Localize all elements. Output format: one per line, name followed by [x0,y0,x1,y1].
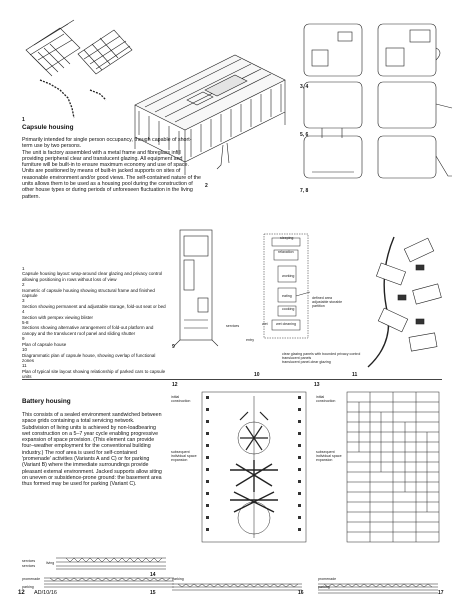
figure-number-10: 10 [254,372,260,378]
figure-number-13: 13 [314,382,320,388]
legend-item: translucent panels [282,356,312,361]
caption-item: 2 [22,282,25,288]
figure-number-15: 15 [150,590,156,596]
zone-label: working [282,274,295,278]
battery-housing-section [22,398,162,488]
battery-heading: Battery housing [22,398,71,405]
capsule-sections-3-8 [302,20,457,185]
caption-item: Section with perspex viewing blister [22,314,94,320]
battery-section-c [172,582,302,594]
caption-item: 11 [22,363,27,369]
fig12-initial-label: initial construction [171,395,191,404]
figure-number-14: 14 [150,572,156,578]
caption-item: Isometric of capsule housing showing structural frame and finished capsule [22,287,155,299]
figure-number-5-6: 5, 6 [300,132,309,138]
battery-grid-growth [345,390,445,550]
figure-number-12: 12 [172,382,178,388]
zone-legend [282,352,362,365]
caption-item: 3 [22,298,25,304]
caption-item: Capsule housing layout: wrap-around clear glazing and privacy control allowing positioning in rows without loss of view [22,271,163,282]
zone-note-line: defined area [312,296,332,300]
section-label-parking: parking [22,585,34,589]
figure-number-2: 2 [205,183,208,189]
issue-label: AD/10/16 [34,590,57,596]
fig12-subsequent-label: subsequent individual space expansion [171,450,197,463]
capsule-housing-section [22,124,202,200]
legend-item: translucent panel-clear glazing [282,360,331,365]
battery-section-b [44,576,174,588]
fig13-subsequent-label: subsequent individual space expansion [316,450,342,463]
section-label-parking: parking [172,577,184,581]
caption-item: 9 [22,336,25,342]
caption-item: 10 [22,347,28,353]
caption-item: 1 [22,266,25,271]
figure-number-7-8: 7, 8 [300,188,309,194]
figure-captions [22,266,167,380]
zone-label: entry [246,338,254,342]
caption-item: Diagrammatic plan of capsule house, showing overlap of functional zones [22,352,156,363]
zone-note [312,296,352,309]
zone-label: wet [262,322,268,326]
battery-plan-growth [200,390,310,550]
capsule-heading: Capsule housing [22,124,74,131]
figure-number-11: 11 [352,372,358,378]
fig13-initial-label: initial construction [316,395,336,404]
capsule-paragraph: Primarily intended for single person occupancy, though capable of short-term use by two persons. [22,137,192,150]
zone-label: cooking [282,307,295,311]
legend-item: clear glazing panels with bounded privacy control [282,352,361,356]
zone-label: wet cleaning [276,322,296,326]
caption-item: Plan of typical site layout showing relationship of parked cars to capsule units [22,368,166,380]
battery-paragraph: This consists of a sealed environment sandwiched between space grids containing a total servicing network. Subdivision of living units is achieved by non-loadbearing wet construction on a 5–7 year cycle enabling progressive expansion of space provision. (This element can provide four–weather employment for the conventional building industry.) The roof area is used for self-contained 'promenade' activities (Variants A and C) or for parking (Variant B) where the immediate surroundings provide pleasant external environment. Jacked supports allow siting on uneven or subsidence-prone ground: the basement area thus formed may be used for parking (Variant C). [22,412,162,488]
section-label-services: services [22,564,36,568]
section-divider [22,379,442,380]
section-label-parking: parking [318,585,330,589]
capsule-paragraph: Units are positioned by means of built-in jacked supports on sites of reasonable environment and/or good views. The self-contained nature of the units allows them to be used as a housing pool during the construction of other house types or during periods of unforeseen fluctuation in the living pattern. [22,168,201,200]
zone-label: sleeping [280,236,294,240]
zone-label: eating [282,294,292,298]
caption-item: Plan of capsule house [22,341,67,347]
section-label-services: services [22,559,36,563]
battery-section-d [318,582,438,594]
figure-number-16: 16 [298,590,304,596]
caption-item: 5-8 [22,320,29,326]
zone-label: services [226,324,240,328]
caption-item: 4 [22,309,25,315]
capsule-plan-drawing [170,228,225,348]
figure-number-1: 1 [22,117,25,123]
caption-item: Sections showing alternative arrangement of fold-out platform and canopy and the translucent roof panel and sliding shutter [22,325,154,336]
section-label-living: living [46,561,55,565]
section-label-promenade: promenade [22,577,41,581]
capsule-site-layout [358,235,458,370]
zone-note-line: adjustable storable partition [312,300,343,309]
figure-number-17: 17 [438,590,444,596]
caption-item: Section showing permanent and adjustable storage, fold-out seat or bed [22,303,166,309]
figure-number-3-4: 3, 4 [300,84,309,90]
page-number: 12 [18,590,25,596]
battery-section-a [56,556,166,570]
capsule-functional-zones-diagram [260,232,350,342]
section-label-promenade: promenade [318,577,337,581]
figure-number-9: 9 [172,344,175,350]
zone-label: relaxation [278,250,294,254]
capsule-paragraph: The unit is factory assembled with a metal frame and fibreglass infill providing peripheral clear and translucent glazing. All equipment and furniture will be built-in to ensure maximum economy and use of space. [22,149,189,169]
